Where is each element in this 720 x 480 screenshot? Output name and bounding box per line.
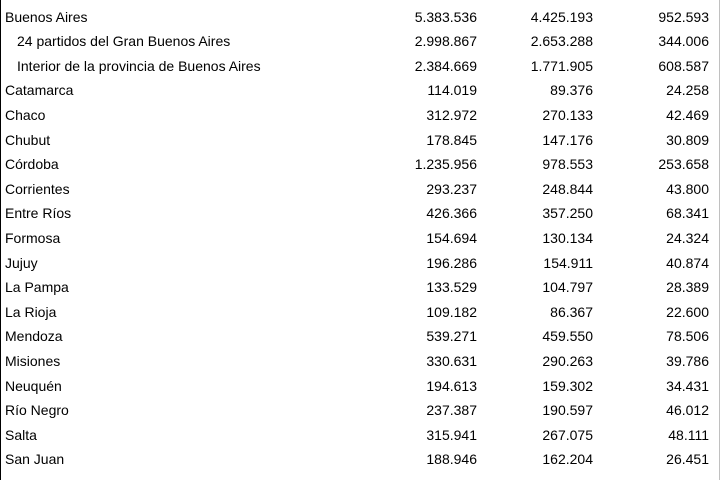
- row-value-2: 104.797: [542, 279, 593, 296]
- row-value-1: 426.366: [426, 205, 477, 222]
- row-value-2: 1.771.905: [530, 57, 593, 74]
- row-value-3: 78.506: [666, 328, 709, 345]
- row-name: Interior de la provincia de Buenos Aires: [17, 57, 261, 74]
- row-value-3: 34.431: [666, 377, 709, 394]
- row-name: Neuquén: [5, 377, 62, 394]
- row-value-3: 952.593: [658, 8, 709, 25]
- table-row: [1, 349, 720, 374]
- row-value-3: 344.006: [658, 33, 709, 50]
- row-name: Entre Ríos: [5, 205, 72, 222]
- row-name: Jujuy: [5, 254, 38, 271]
- table-row: [1, 324, 720, 349]
- row-value-1: 178.845: [426, 131, 477, 148]
- row-value-1: 194.613: [426, 377, 477, 394]
- row-value-1: 315.941: [426, 426, 477, 443]
- row-value-1: 312.972: [426, 106, 477, 123]
- row-value-2: 162.204: [542, 451, 593, 468]
- table-row: [1, 54, 720, 79]
- row-name: Río Negro: [5, 402, 69, 419]
- row-value-2: 978.553: [542, 156, 593, 173]
- row-name: Misiones: [5, 352, 61, 369]
- row-value-3: 40.874: [666, 254, 709, 271]
- row-value-1: 2.998.867: [414, 33, 477, 50]
- row-name: San Juan: [5, 451, 65, 468]
- row-value-2: 154.911: [543, 254, 593, 271]
- row-value-3: 43.800: [666, 180, 709, 197]
- row-value-3: 39.786: [666, 352, 709, 369]
- row-value-3: 30.809: [666, 131, 709, 148]
- row-value-1: 114.019: [427, 82, 477, 99]
- table-row: [1, 29, 720, 54]
- table-row: [1, 275, 720, 300]
- row-value-1: 154.694: [426, 229, 477, 246]
- row-value-2: 2.653.288: [530, 33, 593, 50]
- table-row: [1, 423, 720, 448]
- table-row: [1, 398, 720, 423]
- row-value-3: 24.324: [666, 229, 709, 246]
- row-value-1: 133.529: [426, 279, 477, 296]
- row-value-3: 48.111: [668, 426, 709, 443]
- table-row: [1, 201, 720, 226]
- row-value-2: 130.134: [542, 229, 593, 246]
- table-row: [1, 226, 720, 251]
- cut-off-header-row: [1, 0, 720, 2]
- row-value-1: 188.946: [426, 451, 477, 468]
- row-value-1: 2.384.669: [414, 57, 477, 74]
- row-name: Corrientes: [5, 180, 70, 197]
- row-value-1: 196.286: [426, 254, 477, 271]
- row-value-1: 109.182: [426, 303, 477, 320]
- row-name: La Pampa: [5, 279, 69, 296]
- row-value-2: 267.075: [542, 426, 593, 443]
- row-value-3: 46.012: [666, 402, 709, 419]
- table-row: [1, 128, 720, 153]
- row-value-3: 22.600: [666, 303, 709, 320]
- row-value-2: 290.263: [542, 352, 593, 369]
- row-name: Salta: [5, 426, 37, 443]
- row-name: La Rioja: [5, 303, 57, 320]
- row-name: Chaco: [5, 106, 46, 123]
- table-row: [1, 300, 720, 325]
- table-row: [1, 103, 720, 128]
- row-value-2: 159.302: [542, 377, 593, 394]
- row-name: 24 partidos del Gran Buenos Aires: [17, 33, 231, 50]
- row-name: Mendoza: [5, 328, 63, 345]
- table-row: [1, 78, 720, 103]
- table-row: [1, 374, 720, 399]
- row-name: Catamarca: [5, 82, 74, 99]
- row-name: Formosa: [5, 229, 61, 246]
- row-value-3: 28.389: [666, 279, 709, 296]
- row-value-1: 1.235.956: [414, 156, 477, 173]
- row-value-2: 459.550: [542, 328, 593, 345]
- row-value-3: 68.341: [666, 205, 709, 222]
- row-name: Buenos Aires: [5, 8, 88, 25]
- table-row: [1, 5, 720, 30]
- row-value-2: 270.133: [542, 106, 593, 123]
- table-row: [1, 447, 720, 472]
- row-value-2: 147.176: [542, 131, 593, 148]
- row-value-3: 42.469: [666, 106, 709, 123]
- row-value-1: 293.237: [426, 180, 477, 197]
- row-value-3: 24.258: [666, 82, 709, 99]
- row-value-2: 357.250: [542, 205, 593, 222]
- table-row: [1, 152, 720, 177]
- row-value-2: 86.367: [550, 303, 593, 320]
- row-value-3: 608.587: [658, 57, 709, 74]
- row-value-2: 248.844: [542, 180, 593, 197]
- row-value-3: 26.451: [666, 451, 709, 468]
- row-value-2: 190.597: [542, 402, 593, 419]
- row-value-1: 330.631: [426, 352, 477, 369]
- row-value-2: 4.425.193: [530, 8, 593, 25]
- row-value-1: 237.387: [426, 402, 477, 419]
- row-value-1: 5.383.536: [414, 8, 477, 25]
- row-name: Córdoba: [5, 156, 59, 173]
- table-row: [1, 251, 720, 276]
- row-value-1: 539.271: [426, 328, 477, 345]
- row-name: Chubut: [5, 131, 51, 148]
- row-value-2: 89.376: [550, 82, 593, 99]
- table-row: [1, 177, 720, 202]
- row-value-3: 253.658: [658, 156, 709, 173]
